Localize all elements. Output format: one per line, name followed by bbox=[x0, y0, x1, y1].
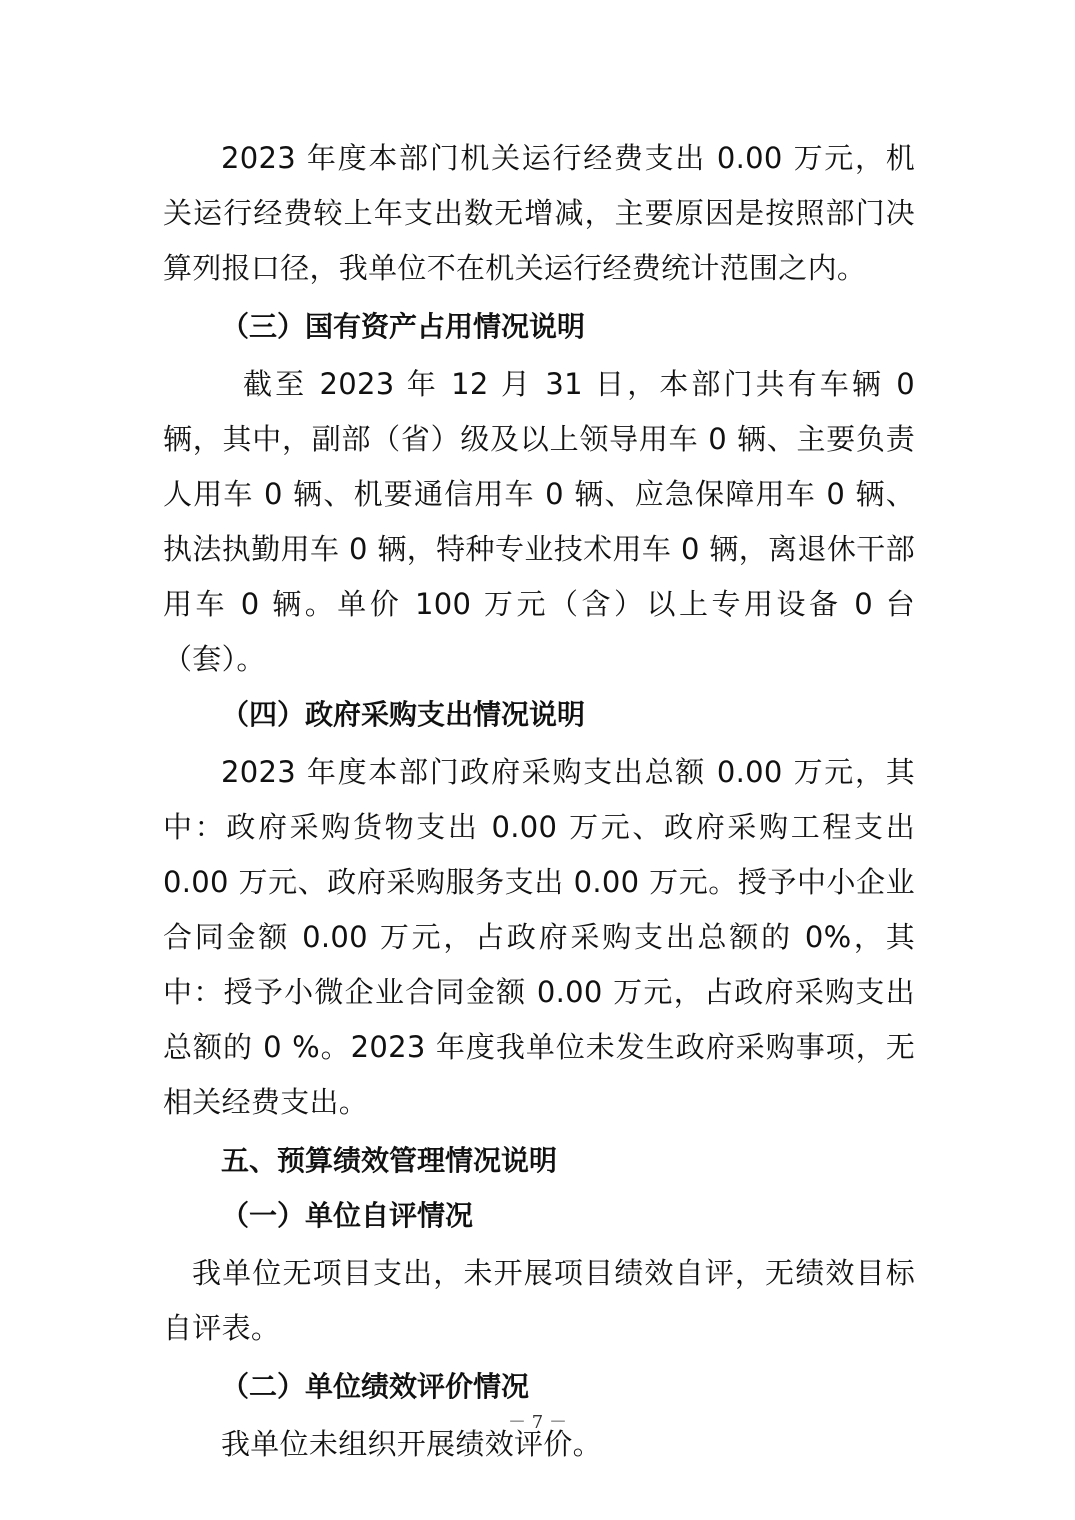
heading-state-assets: （三）国有资产占用情况说明 bbox=[221, 310, 586, 343]
paragraph-operating-expenses: 2023 年度本部门机关运行经费支出 0.00 万元，机关运行经费较上年支出数无增减，主要原因是按照部门决算列报口径，我单位不在机关运行经费统计范围之内。 bbox=[163, 141, 915, 285]
page-content bbox=[163, 131, 915, 1472]
paragraph-procurement: 2023 年度本部门政府采购支出总额 0.00 万元，其中：政府采购货物支出 0.00 万元、政府采购工程支出 0.00 万元、政府采购服务支出 0.00 万元。授予中小企业合同金额 0.00 万元，占政府采购支出总额的 0%，其中：授予小微企业合同金额 0.00 万元，占政府采购支出总额的 0 %。2023 年度我单位未发生政府采购事项，无相关经费支出。 bbox=[163, 755, 915, 1119]
heading-performance-management: 五、预算绩效管理情况说明 bbox=[221, 1144, 558, 1177]
heading-government-procurement: （四）政府采购支出情况说明 bbox=[221, 698, 586, 731]
heading-self-evaluation: （一）单位自评情况 bbox=[221, 1199, 474, 1232]
heading-performance-evaluation: （二）单位绩效评价情况 bbox=[221, 1370, 530, 1403]
page-number: － 7 － bbox=[508, 1412, 567, 1433]
paragraph-self-evaluation: 我单位无项目支出，未开展项目绩效自评，无绩效目标自评表。 bbox=[163, 1256, 915, 1345]
paragraph-performance-evaluation: 我单位未组织开展绩效评价。 bbox=[221, 1427, 602, 1461]
paragraph-vehicles: 截至 2023 年 12 月 31 日，本部门共有车辆 0 辆，其中，副部（省）级及以上领导用车 0 辆、主要负责人用车 0 辆、机要通信用车 0 辆、应急保障用车 0 辆、执法执勤用车 0 辆，特种专业技术用车 0 辆，离退休干部用车 0 辆。单价 100 万元（含）以上专用设备 0 台（套）。 bbox=[163, 367, 915, 676]
